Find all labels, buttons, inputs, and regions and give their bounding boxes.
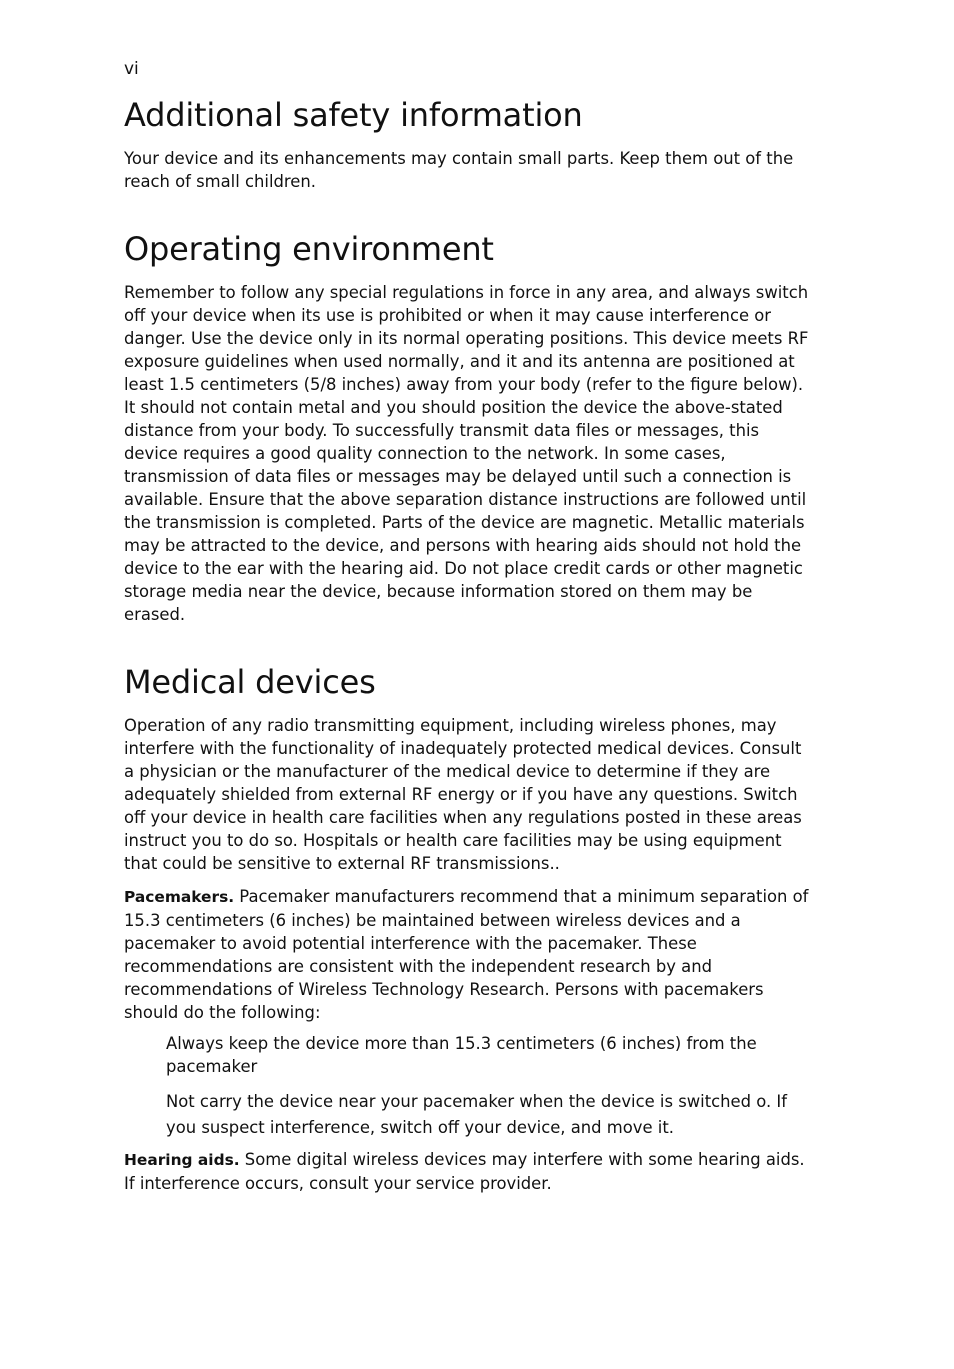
heading-operating-environment: Operating environment: [124, 230, 494, 268]
page-number: vi: [124, 59, 139, 79]
paragraph-pacemakers: [124, 885, 814, 1024]
paragraph-hearing-aids: [124, 1148, 814, 1195]
paragraph-operating-environment: Remember to follow any special regulations in force in any area, and always switch off your device when its use is prohibited or when it may cause interference or danger. Use the device only in its normal operating positions. This device meets RF exposure guidelines when used normally, and it and its antenna are positioned at least 1.5 centimeters (5/8 inches) away from your body (refer to the figure below). It should not contain metal and you should position the device the above-stated distance from your body. To successfully transmit data files or messages, this device requires a good quality connection to the network. In some cases, transmission of data files or messages may be delayed until such a connection is available. Ensure that the above separation distance instructions are followed until the transmission is completed. Parts of the device are magnetic. Metallic materials may be attracted to the device, and persons with hearing aids should not hold the device to the ear with the hearing aid. Do not place credit cards or other magnetic storage media near the device, because information stored on them may be erased.: [124, 283, 809, 624]
heading-medical-devices: Medical devices: [124, 663, 376, 701]
pacemaker-item-2: Not carry the device near your pacemaker when the device is switched o. If you suspect interference, switch off your device, and move it.: [166, 1092, 787, 1137]
pacemakers-body: Pacemaker manufacturers recommend that a minimum separation of 15.3 centimeters (6 inches) be maintained between wireless devices and a pacemaker to avoid potential interference with the pacemaker. These recommendations are consistent with the independent research by and recommendations of Wireless Technology Research. Persons with pacemakers should do the following:: [124, 887, 809, 1022]
heading-additional-safety: Additional safety information: [124, 96, 583, 134]
hearing-aids-body: Some digital wireless devices may interfere with some hearing aids. If interference occurs, consult your service provider.: [124, 1150, 805, 1193]
paragraph-additional-safety: Your device and its enhancements may contain small parts. Keep them out of the reach of small children.: [124, 149, 794, 191]
pacemaker-item-1: Always keep the device more than 15.3 centimeters (6 inches) from the pacemaker: [166, 1034, 757, 1076]
paragraph-medical-devices: Operation of any radio transmitting equipment, including wireless phones, may interfere with the functionality of inadequately protected medical devices. Consult a physician or the manufacturer of the medical device to determine if they are adequately shielded from external RF energy or if you have any questions. Switch off your device in health care facilities when any regulations posted in these areas instruct you to do so. Hospitals or health care facilities may be using equipment that could be sensitive to external RF transmissions..: [124, 716, 802, 873]
pacemakers-lead: Pacemakers.: [124, 888, 235, 906]
hearing-aids-lead: Hearing aids.: [124, 1151, 240, 1169]
